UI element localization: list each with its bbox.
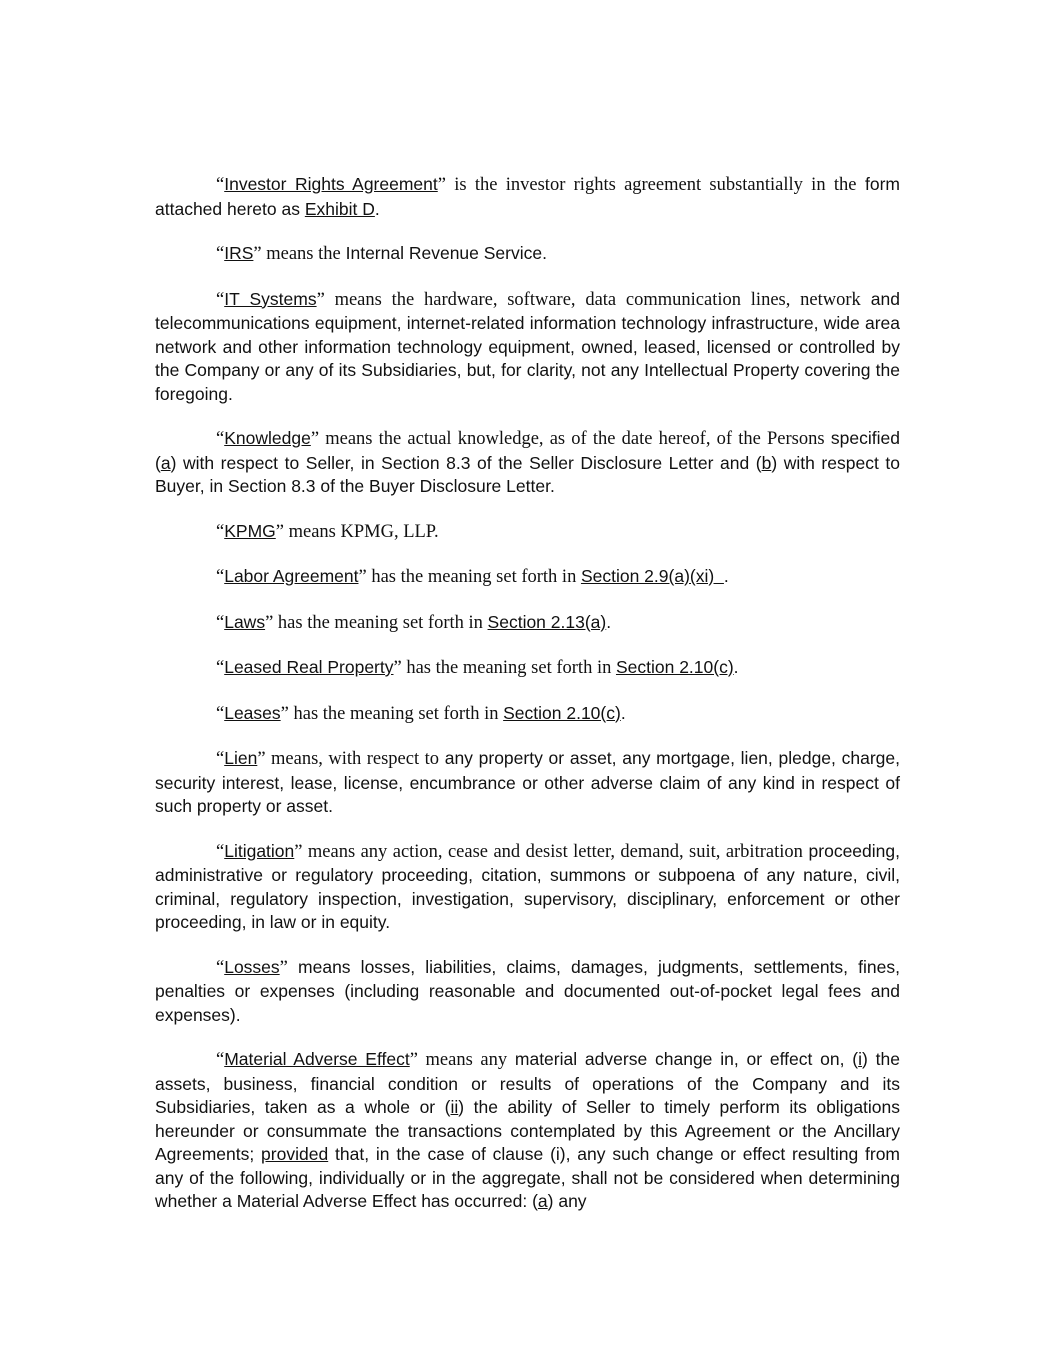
definition-leases: “Leases” has the meaning set forth in Section 2.10(c).	[216, 702, 626, 724]
definition-investor-rights-agreement: “Investor Rights Agreement” is the investor rights agreement substantially in the form attached hereto as Exhibit D.	[155, 174, 900, 219]
definition-leased-real-property: “Leased Real Property” has the meaning set forth in Section 2.10(c).	[216, 657, 739, 678]
definition-material-adverse-effect: “Material Adverse Effect” means any material adverse change in, or effect on, (i) the assets, business, financial condition or results of operations of the Company and its Subsidiaries, taken as a whole or (ii) the ability of Seller to timely perform its obligations hereunder or consummate the transactions contemplated by this Agreement or the Ancillary Agreements; provided that, in the case of clause (i), any such change or effect resulting from any of the following, individually or in the aggregate, shall not be considered when determining whether a Material Adverse Effect has occurred: (a) any	[155, 1049, 901, 1211]
document-page	[155, 173, 900, 1235]
clause-marker: a	[160, 452, 171, 473]
defined-term: IT Systems	[224, 288, 317, 309]
cross-reference-link[interactable]: Section 2.10(c)	[615, 657, 734, 677]
definition-irs: “IRS” means the Internal Revenue Service.	[216, 243, 547, 264]
clause-marker: i	[858, 1049, 863, 1069]
definition-kpmg: “KPMG” means KPMG, LLP.	[216, 520, 439, 542]
definition-it-systems: “IT Systems” means the hardware, software, data communication lines, network and telecommunications equipment, internet-related information technology infrastructure, wide area network and other information technology equipment, owned, leased, licensed or controlled by the Company or any of its Subsidiaries, but, for clarity, not any Intellectual Property covering the foregoing.	[155, 288, 900, 404]
definition-laws: “Laws” has the meaning set forth in Section 2.13(a).	[216, 611, 612, 633]
provided-term: provided	[261, 1144, 329, 1164]
definition-losses: “Losses” means losses, liabilities, claims, damages, judgments, settlements, fines, penalties or expenses (including reasonable and documented out-of-pocket legal fees and expenses).	[155, 956, 900, 1025]
defined-term: Labor Agreement	[224, 566, 359, 586]
defined-term: IRS	[224, 243, 254, 263]
defined-term: Material Adverse Effect	[224, 1049, 410, 1069]
definition-lien: “Lien” means, with respect to any property or asset, any mortgage, lien, pledge, charge, security interest, lease, license, encumbrance or other adverse claim of any kind in respect of such property or asset.	[155, 748, 900, 816]
defined-term: Leased Real Property	[224, 657, 394, 677]
clause-marker: a	[537, 1191, 548, 1211]
definition-litigation: “Litigation” means any action, cease and desist letter, demand, suit, arbitration proceeding, administrative or regulatory proceeding, citation, summons or subpoena of any nature, civil, criminal, regulatory inspection, investigation, supervisory, disciplinary, enforcement or other proceeding, in law or in equity.	[155, 840, 900, 932]
clause-marker: ii	[450, 1097, 459, 1117]
defined-term: Litigation	[224, 840, 295, 861]
defined-term: Laws	[224, 611, 266, 632]
clause-marker: b	[761, 452, 772, 473]
definition-labor-agreement: “Labor Agreement” has the meaning set forth in Section 2.9(a)(xi) .	[216, 566, 729, 587]
cross-reference-link[interactable]: Section 2.10(c)	[503, 702, 621, 723]
cross-reference-link[interactable]: Section 2.9(a)(xi)	[580, 566, 724, 586]
defined-term: Leases	[224, 702, 281, 723]
cross-reference-link[interactable]: Exhibit D	[304, 198, 375, 219]
defined-term: Lien	[224, 748, 258, 768]
cross-reference-link[interactable]: Section 2.13(a)	[487, 611, 607, 632]
defined-term: Losses	[224, 956, 280, 977]
defined-term: KPMG	[224, 520, 276, 541]
defined-term: Knowledge	[224, 428, 311, 448]
defined-term: Investor Rights Agreement	[224, 174, 438, 194]
definition-knowledge: “Knowledge” means the actual knowledge, as of the date hereof, of the Persons specified (a) with respect to Seller, in Section 8.3 of the Seller Disclosure Letter and (b) with respect to Buyer, in Section 8.3 of the Buyer Disclosure Letter.	[155, 428, 901, 496]
